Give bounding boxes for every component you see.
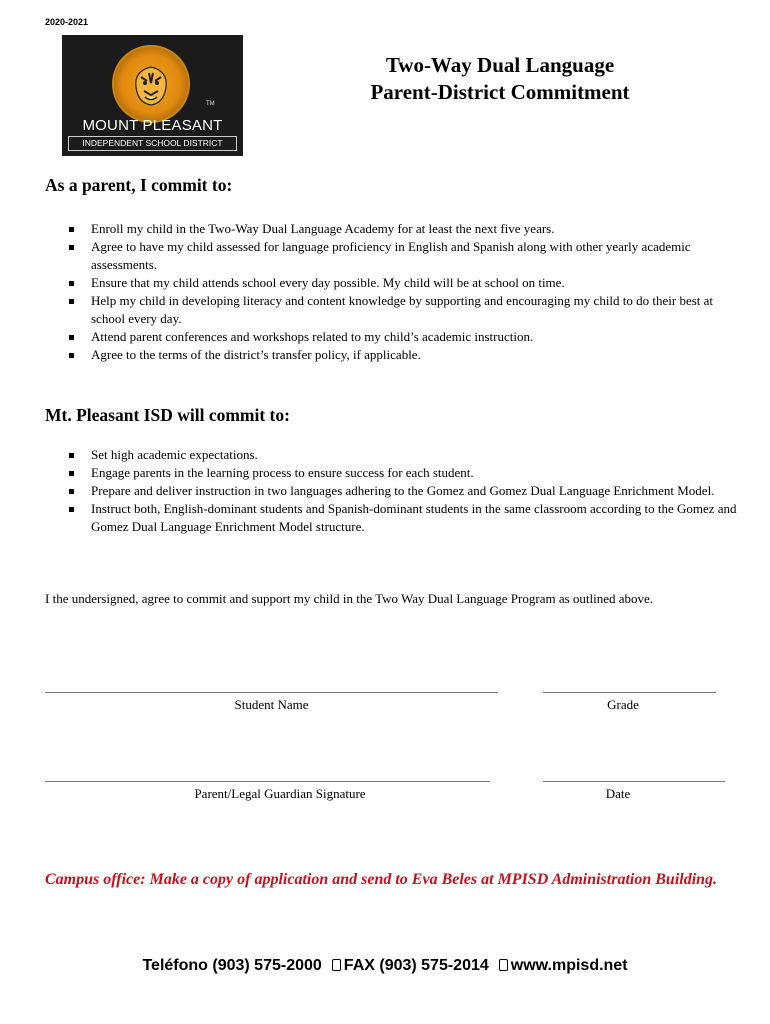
list-item: Instruct both, English-dominant students and Spanish-dominant students in the same classroom according to the Gomez and Gomez Dual Language Enrichment Model structure. (65, 500, 745, 536)
date-line[interactable] (543, 781, 725, 782)
grade-line[interactable] (543, 692, 716, 693)
list-item: Engage parents in the learning process to ensure success for each student. (65, 464, 745, 482)
list-item: Enroll my child in the Two-Way Dual Language Academy for at least the next five years. (65, 220, 745, 238)
grade-label: Grade (607, 697, 639, 712)
campus-office-note: Campus office: Make a copy of application and send to Eva Beles at MPISD Administration Building. (45, 871, 718, 888)
tiger-head-icon (112, 45, 190, 123)
district-section-heading: Mt. Pleasant ISD will commit to: (45, 405, 290, 425)
list-item: Prepare and deliver instruction in two languages adhering to the Gomez and Gomez Dual Language Enrichment Model. (65, 482, 745, 500)
phone-text: Teléfono (903) 575-2000 (142, 957, 322, 974)
contact-footer (0, 957, 770, 975)
logo-district-subtitle: INDEPENDENT SCHOOL DISTRICT (68, 136, 237, 151)
student-name-label: Student Name (234, 697, 309, 712)
district-logo (62, 35, 243, 156)
agreement-statement: I the undersigned, agree to commit and support my child in the Two Way Dual Language Program as outlined above. (45, 591, 654, 606)
fax-text: FAX (903) 575-2014 (343, 957, 489, 974)
title-line-1: Two-Way Dual Language (385, 53, 615, 77)
district-commitments-list (65, 446, 745, 536)
box-icon (499, 959, 508, 971)
list-item: Agree to the terms of the district’s transfer policy, if applicable. (65, 346, 745, 364)
list-item: Attend parent conferences and workshops related to my child’s academic instruction. (65, 328, 745, 346)
page-title (300, 52, 700, 106)
list-item: Set high academic expectations. (65, 446, 745, 464)
parent-signature-label: Parent/Legal Guardian Signature (194, 786, 366, 801)
trademark-mark: TM (206, 101, 215, 107)
parent-signature-line[interactable] (45, 781, 490, 782)
parent-commitments-list (65, 220, 745, 364)
list-item: Ensure that my child attends school every day possible. My child will be at school on time. (65, 274, 745, 292)
parent-section-heading: As a parent, I commit to: (45, 175, 233, 195)
logo-district-name: MOUNT PLEASANT (82, 117, 223, 134)
list-item: Help my child in developing literacy and content knowledge by supporting and encouraging my child to do their best at school every day. (65, 292, 745, 328)
school-year: 2020-2021 (45, 17, 89, 27)
list-item: Agree to have my child assessed for language proficiency in English and Spanish along with other yearly academic assessments. (65, 238, 745, 274)
date-label: Date (605, 786, 631, 801)
title-line-2: Parent-District Commitment (370, 80, 630, 104)
student-name-line[interactable] (45, 692, 498, 693)
box-icon (332, 959, 341, 971)
website-link[interactable]: www.mpisd.net (510, 957, 628, 974)
